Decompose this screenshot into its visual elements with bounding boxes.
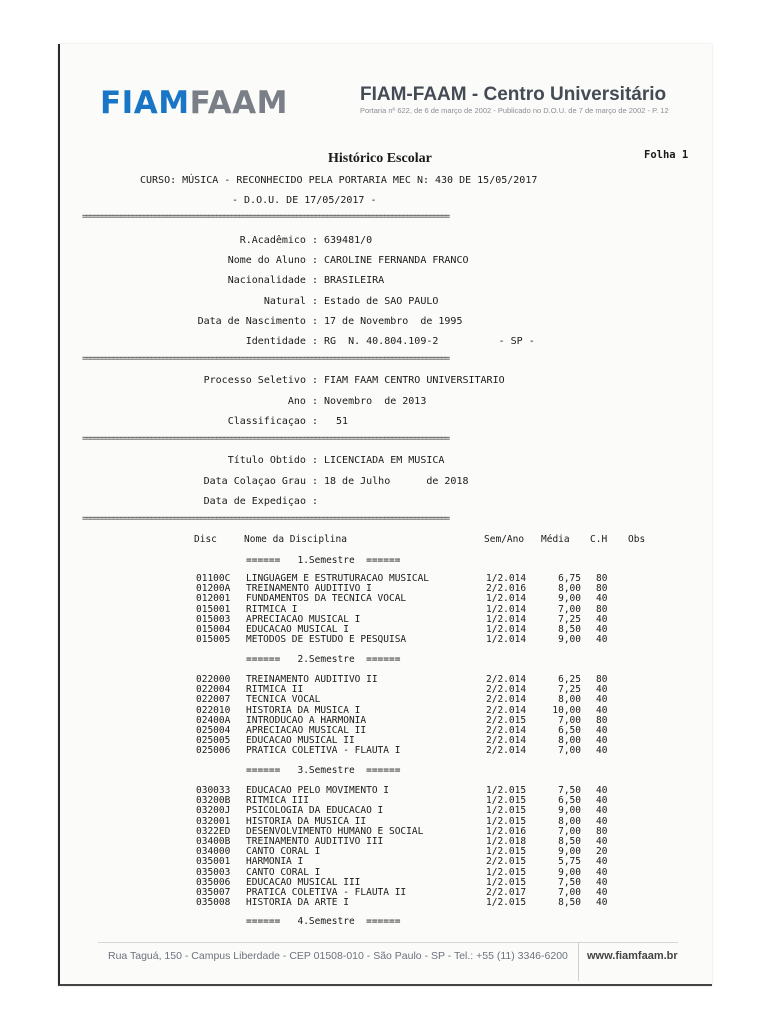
course-term: 2/2.014	[486, 724, 527, 736]
course-average: 8,50	[558, 897, 581, 909]
course-term: 2/2.014	[486, 684, 527, 696]
separator: ================================================================================================	[82, 514, 449, 524]
course-term: 1/2.015	[486, 805, 527, 817]
student-field-value: 639481/0	[324, 235, 373, 246]
course-hours: 40	[596, 724, 608, 736]
footer-address: Rua Taguá, 150 - Campus Liberdade - CEP 01508-010 - São Paulo - SP - Tel.: +55 (11) 3346-6200	[108, 950, 568, 962]
course-term: 1/2.015	[486, 795, 527, 807]
student-field-label: Natural :	[263, 295, 318, 307]
course-average: 10,00	[552, 704, 581, 716]
course-name: RITMICA I	[246, 603, 298, 615]
course-code: 035001	[196, 856, 231, 868]
course-code: 022010	[196, 704, 231, 716]
course-term: 1/2.015	[486, 785, 527, 796]
col-term: Sem/Ano	[484, 534, 525, 545]
course-term: 2/2.017	[486, 886, 527, 898]
course-average: 8,00	[558, 694, 581, 706]
course-name: TREINAMENTO AUDITIVO II	[246, 674, 378, 685]
student-field-label: Identidade :	[245, 336, 318, 347]
course-name: TREINAMENTO AUDITIVO III	[246, 835, 384, 847]
admission-field-label: Classificaçao :	[227, 416, 318, 427]
course-average: 9,00	[558, 634, 581, 646]
course-average: 6,50	[558, 795, 581, 807]
course-term: 1/2.014	[486, 634, 527, 646]
course-average: 8,00	[558, 735, 581, 747]
course-term: 2/2.015	[486, 856, 527, 868]
course-term: 1/2.016	[486, 825, 527, 837]
course-code: 02400A	[196, 714, 231, 726]
col-name: Nome da Disciplina	[244, 534, 347, 545]
course-name: APRECIACAO MUSICAL II	[246, 724, 367, 736]
course-code: 025006	[196, 745, 231, 757]
course-name: PRATICA COLETIVA - FLAUTA I	[246, 745, 401, 757]
course-average: 7,50	[558, 876, 581, 888]
course-term: 1/2.018	[486, 835, 527, 847]
course-term: 2/2.014	[486, 735, 527, 747]
course-code: 035007	[196, 886, 231, 898]
separator: ================================================================================================	[82, 212, 449, 222]
course-average: 9,00	[558, 866, 581, 878]
footer-website: www.fiamfaam.br	[587, 950, 678, 962]
course-name: TECNICA VOCAL	[246, 694, 321, 706]
admission-field-label: Processo Seletivo :	[203, 375, 318, 386]
course-average: 7,00	[558, 714, 581, 726]
course-term: 1/2.014	[486, 573, 527, 584]
course-hours: 40	[596, 684, 608, 696]
course-average: 8,00	[558, 815, 581, 827]
col-hours: C.H	[590, 534, 608, 545]
document-title: Histórico Escolar	[328, 151, 432, 166]
course-hours: 80	[596, 603, 608, 615]
student-field-label: Data de Nascimento :	[197, 315, 318, 327]
course-name: METODOS DE ESTUDO E PESQUISA	[246, 634, 407, 646]
course-name: DESENVOLVIMENTO HUMANO E SOCIAL	[246, 825, 424, 837]
course-average: 6,75	[558, 573, 581, 584]
admission-field-value: Novembro de 2013	[324, 395, 427, 407]
course-term: 1/2.015	[486, 897, 527, 909]
course-name: FUNDAMENTOS DA TECNICA VOCAL	[246, 593, 407, 605]
course-code: 0322ED	[196, 825, 231, 837]
course-code: 022000	[196, 674, 231, 685]
course-term: 2/2.014	[486, 694, 527, 706]
course-code: 015003	[196, 613, 231, 625]
course-name: HARMONIA I	[246, 856, 304, 868]
course-name: INTRODUCAO A HARMONIA	[246, 714, 367, 726]
admission-field-value: FIAM FAAM CENTRO UNIVERSITARIO	[324, 375, 505, 386]
semester-header: ====== 2.Semestre ======	[246, 654, 401, 665]
course-code: 025005	[196, 735, 231, 747]
student-field-label: R.Acadêmico :	[239, 235, 318, 246]
course-hours: 40	[596, 623, 608, 635]
course-code: 03200J	[196, 805, 231, 817]
course-term: 1/2.014	[486, 613, 527, 625]
course-code: 015001	[196, 603, 231, 615]
course-name: PRATICA COLETIVA - FLAUTA II	[246, 886, 407, 898]
sheet-number: Folha 1	[644, 149, 689, 161]
course-line: CURSO: MÚSICA - RECONHECIDO PELA PORTARIA MEC N: 430 DE 15/05/2017	[140, 175, 538, 186]
course-name: HISTORIA DA ARTE I	[246, 897, 349, 909]
course-name: EDUCACAO MUSICAL I	[246, 623, 349, 635]
course-average: 6,25	[558, 674, 581, 685]
footer-divider	[98, 942, 678, 943]
course-term: 1/2.014	[486, 593, 527, 605]
course-hours: 40	[596, 886, 608, 898]
degree-field-label: Título Obtido :	[227, 455, 318, 466]
course-term: 1/2.015	[486, 846, 527, 858]
course-average: 7,00	[558, 745, 581, 757]
course-hours: 40	[596, 704, 608, 716]
course-hours: 40	[596, 593, 608, 605]
course-term: 1/2.015	[486, 866, 527, 878]
course-hours: 40	[596, 745, 608, 757]
course-name: LINGUAGEM E ESTRUTURACAO MUSICAL	[246, 573, 430, 584]
course-hours: 40	[596, 876, 608, 888]
student-field-value: Estado de SAO PAULO	[324, 295, 439, 307]
course-name: RITMICA II	[246, 684, 304, 696]
course-average: 7,00	[558, 825, 581, 837]
col-average: Média	[541, 534, 570, 545]
course-average: 7,50	[558, 785, 581, 796]
student-field-value: RG N. 40.804.109-2 - SP -	[324, 336, 535, 347]
semester-header: ====== 3.Semestre ======	[246, 765, 401, 776]
course-name: TREINAMENTO AUDITIVO I	[246, 583, 372, 595]
course-name: EDUCACAO PELO MOVIMENTO I	[246, 785, 389, 796]
course-code: 022007	[196, 694, 231, 706]
degree-field-value: 18 de Julho de 2018	[324, 475, 469, 487]
course-code: 015004	[196, 623, 231, 635]
course-name: PSICOLOGIA DA EDUCACAO I	[246, 805, 384, 817]
degree-field-label: Data de Expediçao :	[203, 496, 318, 507]
course-code: 015005	[196, 634, 231, 646]
course-hours: 40	[596, 835, 608, 847]
course-average: 9,00	[558, 846, 581, 858]
course-code: 01100C	[196, 573, 231, 584]
course-hours: 80	[596, 825, 608, 837]
course-name: CANTO CORAL I	[246, 866, 321, 878]
course-code: 035008	[196, 897, 231, 909]
course-hours: 40	[596, 866, 608, 878]
degree-field-value: LICENCIADA EM MUSICA	[324, 455, 445, 466]
course-hours: 40	[596, 694, 608, 706]
course-term: 1/2.015	[486, 815, 527, 827]
course-average: 5,75	[558, 856, 581, 868]
course-average: 7,00	[558, 886, 581, 898]
student-field-label: Nacionalidade :	[227, 275, 318, 287]
degree-field-label: Data Colaçao Grau :	[203, 475, 318, 487]
course-hours: 40	[596, 795, 608, 807]
course-code: 030033	[196, 785, 231, 796]
course-term: 2/2.014	[486, 704, 527, 716]
document-page	[58, 44, 712, 986]
course-term: 1/2.014	[486, 603, 527, 615]
course-term: 2/2.015	[486, 714, 527, 726]
course-hours: 40	[596, 634, 608, 646]
col-code: Disc	[194, 534, 217, 545]
student-field-value: 17 de Novembro de 1995	[324, 315, 463, 327]
course-average: 8,50	[558, 835, 581, 847]
course-hours: 80	[596, 714, 608, 726]
course-code: 022004	[196, 684, 231, 696]
course-average: 8,50	[558, 623, 581, 635]
student-field-label: Nome do Aluno :	[227, 255, 318, 267]
fiamfaam-logo: FIAMFAAM	[100, 85, 289, 121]
course-hours: 20	[596, 846, 608, 858]
admission-field-value: 51	[324, 416, 349, 427]
course-hours: 40	[596, 805, 608, 817]
col-notes: Obs	[628, 534, 646, 545]
course-name: APRECIACAO MUSICAL I	[246, 613, 361, 625]
course-hours: 80	[596, 573, 608, 584]
course-term: 2/2.016	[486, 583, 527, 595]
institution-name: FIAM-FAAM - Centro Universitário	[360, 84, 667, 105]
course-hours: 40	[596, 613, 608, 625]
course-hours: 40	[596, 897, 608, 909]
course-name: EDUCACAO MUSICAL III	[246, 876, 361, 888]
course-code: 03200B	[196, 795, 231, 807]
student-field-value: CAROLINE FERNANDA FRANCO	[324, 255, 469, 267]
course-code: 035003	[196, 866, 231, 878]
course-average: 6,50	[558, 724, 581, 736]
course-name: HISTORIA DA MUSICA II	[246, 815, 367, 827]
course-hours: 40	[596, 856, 608, 868]
course-hours: 80	[596, 674, 608, 685]
semester-header: ====== 4.Semestre ======	[246, 916, 401, 927]
course-hours: 80	[596, 583, 608, 595]
course-name: CANTO CORAL I	[246, 846, 321, 858]
course-hours: 40	[596, 785, 608, 796]
separator: ================================================================================================	[82, 434, 449, 444]
course-average: 7,00	[558, 603, 581, 615]
course-code: 034000	[196, 846, 231, 858]
course-term: 1/2.014	[486, 623, 527, 635]
course-average: 9,00	[558, 805, 581, 817]
course-average: 7,25	[558, 684, 581, 696]
semester-header: ====== 1.Semestre ======	[246, 555, 401, 566]
admission-field-label: Ano :	[287, 395, 318, 407]
footer-vertical-divider	[578, 943, 579, 981]
student-field-value: BRASILEIRA	[324, 275, 385, 287]
separator: ================================================================================================	[82, 354, 449, 364]
course-average: 9,00	[558, 593, 581, 605]
course-hours: 40	[596, 735, 608, 747]
course-name: HISTORIA DA MUSICA I	[246, 704, 361, 716]
course-code: 01200A	[196, 583, 231, 595]
course-hours: 40	[596, 815, 608, 827]
ordinance-note: Portaria nº 622, de 6 de março de 2002 - Publicado no D.O.U. de 7 de março de 2002 - P. 12	[360, 106, 669, 115]
course-name: RITMICA III	[246, 795, 309, 807]
course-term: 1/2.015	[486, 876, 527, 888]
course-code: 032001	[196, 815, 231, 827]
course-code: 03400B	[196, 835, 231, 847]
course-dou-line: - D.O.U. DE 17/05/2017 -	[232, 195, 377, 206]
course-term: 2/2.014	[486, 745, 527, 757]
course-code: 025004	[196, 724, 231, 736]
course-name: EDUCACAO MUSICAL II	[246, 735, 355, 747]
course-average: 8,00	[558, 583, 581, 595]
course-term: 2/2.014	[486, 674, 527, 685]
course-code: 035006	[196, 876, 231, 888]
course-code: 012001	[196, 593, 231, 605]
course-average: 7,25	[558, 613, 581, 625]
